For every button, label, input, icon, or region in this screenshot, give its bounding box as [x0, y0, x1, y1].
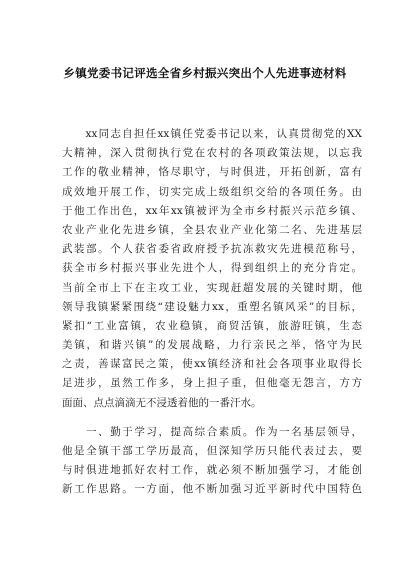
text-line: 领导我镇紧紧围绕“建设魅力xx，重塑名镇风采”的目标，	[62, 300, 362, 313]
text-line: 足进步，虽然工作多，身上担子重，但他毫无怨言，方方	[62, 377, 362, 390]
text-line: 成效地开展工作，切实完成上级组织交给的各项任务。由	[62, 185, 362, 198]
text-line: 面面、点点滴滴无不浸透着他的一番汗水。	[62, 396, 262, 409]
text-line: 武装部。个人获省委省政府授予抗冻救灾先进模范称号，	[62, 243, 362, 256]
text-line: 大精神，深入贯彻执行党在农村的各项政策法规，以忘我	[62, 147, 362, 160]
text-line: 之责，善谋富民之策，使xx镇经济和社会各项事业取得长	[62, 358, 362, 371]
document-title: 乡镇党委书记评选全省乡村振兴突出个人先进事迹材料	[63, 66, 347, 80]
text-line: 与时俱进地抓好农村工作，就必须不断加强学习，才能创	[62, 464, 362, 477]
text-line: 紧扣“工业富镇，农业稳镇，商贸活镇，旅游旺镇，生态	[62, 319, 362, 332]
text-line: 美镇，和谐兴镇”的发展战略，力行亲民之举，恪守为民	[62, 339, 362, 352]
text-line: 他是全镇干部工学历最高，但深知学历只能代表过去，要	[62, 445, 362, 457]
paragraph-gap	[62, 413, 362, 423]
text-line: 农业产业化先进乡镇，全县农业产业化第二名、先进基层	[62, 223, 362, 236]
text-line: 获全市乡村振兴事业先进个人，得到组织上的充分肯定。	[62, 262, 362, 275]
text-line: 当前全市上下在主攻工业，实现赶超发展的关键时期，他	[62, 281, 362, 294]
text-line: 新工作思路。一方面，他不断加强习近平新时代中国特色	[62, 483, 362, 496]
paragraph	[62, 423, 362, 500]
document-body	[62, 125, 362, 500]
text-line: 工作的敬业精神，恪尽职守，与时俱进，开拓创新，富有	[62, 166, 362, 179]
paragraph	[62, 125, 362, 413]
text-line: 于他工作出色，xx年xx镇被评为全市乡村振兴示范乡镇、	[62, 204, 362, 217]
text-line: xx同志自担任xx镇任党委书记以来，认真贯彻党的XX	[62, 128, 362, 140]
text-line: 一、勤于学习，提高综合素质。作为一名基层领导，	[62, 425, 362, 438]
